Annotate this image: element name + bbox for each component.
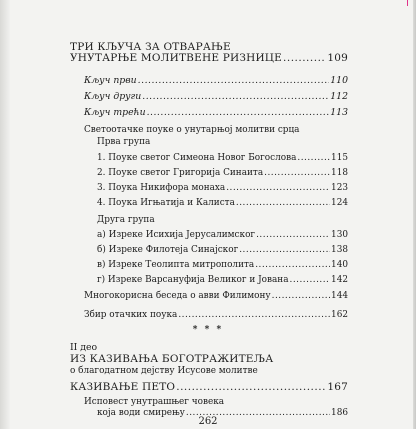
section2-subtitle: о благодатном дејству Исусове молитве [70, 366, 258, 376]
entry-label: б) Изреке Филотеја Синајског [97, 245, 239, 255]
toc-entry-key-1 [84, 75, 348, 87]
page-ref: 109 [327, 52, 348, 64]
toc-entry-group2-a [97, 229, 348, 241]
leader-dots [142, 91, 329, 103]
toc-entry-group1-2 [97, 167, 348, 179]
entry-label: КАЗИВАЊЕ ПЕТО [70, 381, 176, 393]
entry-label: 4. Поука Игњатија и Калиста [97, 198, 235, 208]
entry-label: г) Изреке Варсануфија Великог и Јована [97, 275, 289, 285]
toc-entry-story [70, 381, 348, 393]
entry-label: а) Изреке Исихија Јерусалимског [97, 230, 256, 240]
entry-label: 2. Поуке светог Григорија Синаита [97, 168, 264, 178]
section2-title: ИЗ КАЗИВАЊА БОГОТРАЖИТЕЉА [70, 353, 274, 365]
leader-dots [290, 274, 331, 286]
toc-entry-group1-1 [97, 152, 348, 164]
leader-dots [147, 107, 330, 119]
page-ref: 144 [331, 291, 348, 301]
toc-entry-group1-4 [97, 197, 348, 209]
leader-dots [283, 52, 326, 64]
toc-entry-collection [84, 309, 348, 321]
leader-dots [239, 244, 330, 256]
leader-dots [236, 197, 330, 209]
page-ref: 140 [331, 260, 348, 270]
page-ref: 115 [331, 153, 348, 163]
group-1-title: Прва група [97, 137, 151, 147]
page-ref: 123 [331, 183, 348, 193]
page-ref: 113 [330, 107, 348, 118]
group-2-title: Друга група [97, 215, 155, 225]
leader-dots [176, 381, 326, 393]
teachings-heading: Светоотачке поуке о унутарњој молитви срца [84, 125, 300, 135]
entry-label: Многокорисна беседа о авви Филимону [84, 291, 271, 301]
toc-entry-group1-3 [97, 182, 348, 194]
page-ref: 167 [327, 381, 348, 393]
entry-label: 1. Поуке светог Симеона Новог Богослова [97, 153, 297, 163]
toc-entry-group2-d [97, 274, 348, 286]
leader-dots [272, 290, 330, 302]
section-title-line2: УНУТАРЊЕ МОЛИТВЕНЕ РИЗНИЦЕ [70, 52, 283, 64]
entry-label: в) Изреке Теолипта митрополита [97, 260, 255, 270]
section-title-line1: ТРИ КЉУЧА ЗА ОТВАРАЊЕ [70, 41, 231, 53]
entry-label: Збир отачких поука [84, 310, 178, 320]
page-number: 262 [198, 416, 218, 427]
toc-entry-section-title [70, 52, 348, 64]
section-separator: * * * [192, 325, 224, 335]
page-ref: 162 [331, 310, 348, 320]
page-ref: 130 [331, 230, 348, 240]
leader-dots [264, 167, 330, 179]
part-label: II део [70, 342, 98, 353]
entry-label: која води смирењу [97, 408, 185, 418]
toc-entry-group2-b [97, 244, 348, 256]
page-ref: 142 [331, 275, 348, 285]
leader-dots [256, 229, 330, 241]
toc-entry-group2-c [97, 259, 348, 271]
toc-entry-conversation [84, 290, 348, 302]
page-ref: 118 [331, 168, 348, 178]
page-ref: 186 [331, 408, 348, 418]
entry-label: Кључ други [84, 91, 142, 102]
page-ref: 112 [330, 91, 348, 102]
page-ref: 110 [330, 75, 348, 86]
page-ref: 124 [331, 198, 348, 208]
leader-dots [226, 182, 330, 194]
entry-label: Кључ трећи [84, 107, 146, 118]
confession-line1: Исповест унутрашњег човека [84, 397, 225, 407]
leader-dots [138, 75, 330, 87]
page-ref: 138 [331, 245, 348, 255]
leader-dots [297, 152, 330, 164]
toc-entry-key-2 [84, 91, 348, 103]
entry-label: Кључ први [84, 75, 137, 86]
toc-entry-key-3 [84, 107, 348, 119]
entry-label: 3. Поука Никифора монаха [97, 183, 226, 193]
leader-dots [178, 309, 330, 321]
leader-dots [255, 259, 330, 271]
